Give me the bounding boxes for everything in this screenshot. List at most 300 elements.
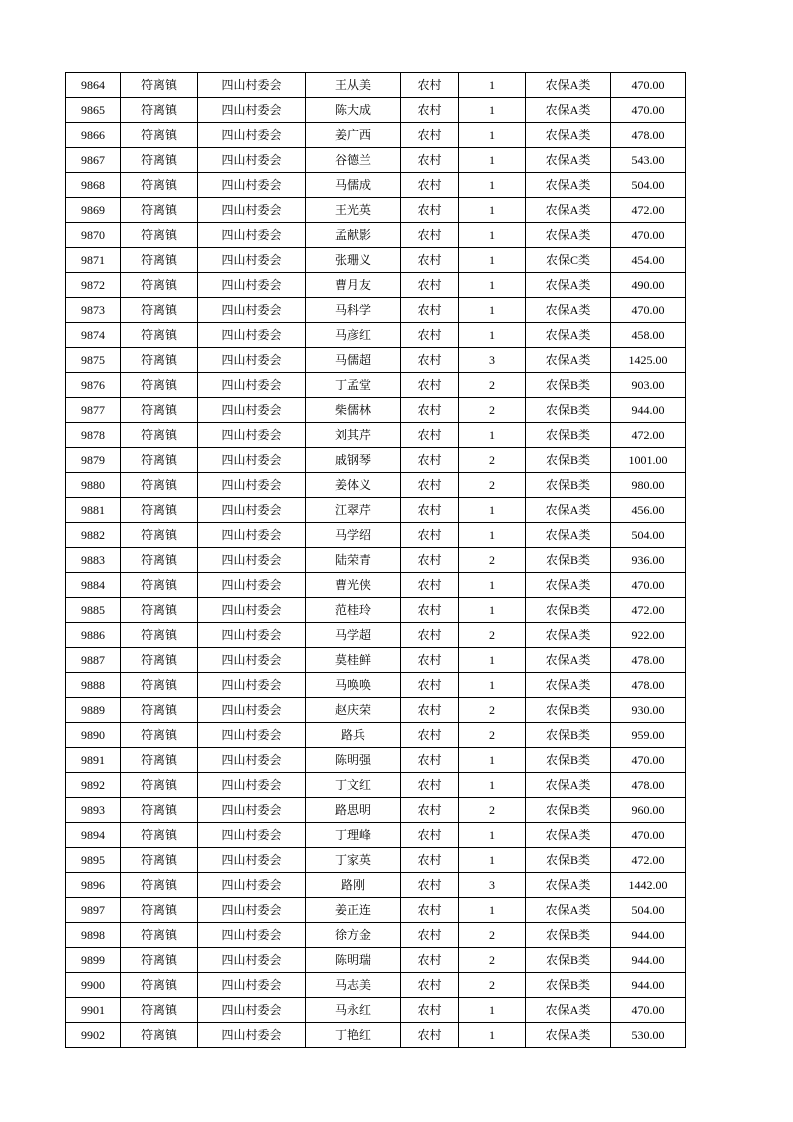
table-row: [66, 748, 686, 773]
cell-name: 徐方金: [306, 923, 401, 948]
cell-name: 曹光侠: [306, 573, 401, 598]
cell-count: 1: [459, 748, 526, 773]
table-row: [66, 773, 686, 798]
cell-amount: 1425.00: [611, 348, 686, 373]
cell-name: 王光英: [306, 198, 401, 223]
cell-name: 江翠芹: [306, 498, 401, 523]
cell-town: 符离镇: [121, 923, 198, 948]
table-row: [66, 998, 686, 1023]
cell-count: 1: [459, 423, 526, 448]
cell-type: 农村: [401, 173, 459, 198]
cell-village: 四山村委会: [198, 498, 306, 523]
cell-name: 马志美: [306, 973, 401, 998]
table-row: [66, 223, 686, 248]
cell-village: 四山村委会: [198, 348, 306, 373]
cell-category: 农保C类: [526, 248, 611, 273]
cell-amount: 456.00: [611, 498, 686, 523]
cell-name: 张珊义: [306, 248, 401, 273]
cell-village: 四山村委会: [198, 298, 306, 323]
table-row: [66, 823, 686, 848]
cell-village: 四山村委会: [198, 398, 306, 423]
table-row: [66, 198, 686, 223]
cell-category: 农保A类: [526, 623, 611, 648]
cell-count: 2: [459, 398, 526, 423]
cell-town: 符离镇: [121, 673, 198, 698]
cell-amount: 470.00: [611, 98, 686, 123]
cell-category: 农保A类: [526, 348, 611, 373]
cell-amount: 478.00: [611, 773, 686, 798]
cell-id: 9871: [66, 248, 121, 273]
table-row: [66, 1023, 686, 1048]
cell-category: 农保A类: [526, 198, 611, 223]
cell-amount: 936.00: [611, 548, 686, 573]
cell-category: 农保B类: [526, 948, 611, 973]
cell-id: 9865: [66, 98, 121, 123]
cell-amount: 960.00: [611, 798, 686, 823]
cell-town: 符离镇: [121, 498, 198, 523]
cell-category: 农保B类: [526, 973, 611, 998]
cell-name: 姜广西: [306, 123, 401, 148]
table-row: [66, 73, 686, 98]
cell-amount: 530.00: [611, 1023, 686, 1048]
cell-id: 9877: [66, 398, 121, 423]
cell-village: 四山村委会: [198, 923, 306, 948]
cell-type: 农村: [401, 598, 459, 623]
cell-village: 四山村委会: [198, 148, 306, 173]
table-row: [66, 948, 686, 973]
cell-id: 9882: [66, 523, 121, 548]
cell-amount: 458.00: [611, 323, 686, 348]
cell-town: 符离镇: [121, 1023, 198, 1048]
cell-category: 农保A类: [526, 773, 611, 798]
cell-name: 柴儒林: [306, 398, 401, 423]
cell-type: 农村: [401, 748, 459, 773]
cell-village: 四山村委会: [198, 248, 306, 273]
beneficiary-table: [65, 72, 686, 1048]
table-row: [66, 523, 686, 548]
cell-type: 农村: [401, 273, 459, 298]
cell-name: 赵庆荣: [306, 698, 401, 723]
cell-count: 1: [459, 123, 526, 148]
cell-amount: 454.00: [611, 248, 686, 273]
cell-category: 农保B类: [526, 923, 611, 948]
cell-count: 1: [459, 148, 526, 173]
cell-name: 陈大成: [306, 98, 401, 123]
cell-village: 四山村委会: [198, 623, 306, 648]
cell-town: 符离镇: [121, 548, 198, 573]
cell-id: 9881: [66, 498, 121, 523]
cell-town: 符离镇: [121, 848, 198, 873]
table-row: [66, 498, 686, 523]
cell-town: 符离镇: [121, 598, 198, 623]
cell-name: 丁孟堂: [306, 373, 401, 398]
cell-town: 符离镇: [121, 273, 198, 298]
cell-category: 农保A类: [526, 273, 611, 298]
cell-id: 9889: [66, 698, 121, 723]
cell-town: 符离镇: [121, 248, 198, 273]
table-row: [66, 673, 686, 698]
cell-village: 四山村委会: [198, 698, 306, 723]
cell-category: 农保B类: [526, 398, 611, 423]
cell-town: 符离镇: [121, 123, 198, 148]
cell-category: 农保B类: [526, 548, 611, 573]
cell-id: 9898: [66, 923, 121, 948]
cell-count: 1: [459, 248, 526, 273]
cell-category: 农保A类: [526, 498, 611, 523]
table-row: [66, 648, 686, 673]
cell-type: 农村: [401, 823, 459, 848]
cell-amount: 930.00: [611, 698, 686, 723]
cell-id: 9878: [66, 423, 121, 448]
table-row: [66, 848, 686, 873]
cell-id: 9884: [66, 573, 121, 598]
cell-type: 农村: [401, 423, 459, 448]
cell-amount: 1442.00: [611, 873, 686, 898]
cell-village: 四山村委会: [198, 98, 306, 123]
cell-count: 1: [459, 598, 526, 623]
cell-count: 1: [459, 998, 526, 1023]
cell-count: 2: [459, 698, 526, 723]
cell-type: 农村: [401, 498, 459, 523]
cell-name: 路刚: [306, 873, 401, 898]
cell-id: 9891: [66, 748, 121, 773]
cell-name: 王从美: [306, 73, 401, 98]
cell-count: 1: [459, 573, 526, 598]
cell-category: 农保B类: [526, 723, 611, 748]
cell-town: 符离镇: [121, 73, 198, 98]
cell-id: 9875: [66, 348, 121, 373]
cell-name: 陈明瑞: [306, 948, 401, 973]
cell-village: 四山村委会: [198, 173, 306, 198]
cell-amount: 472.00: [611, 598, 686, 623]
cell-amount: 470.00: [611, 998, 686, 1023]
cell-category: 农保B类: [526, 748, 611, 773]
cell-village: 四山村委会: [198, 748, 306, 773]
cell-type: 农村: [401, 773, 459, 798]
cell-count: 2: [459, 373, 526, 398]
cell-count: 1: [459, 323, 526, 348]
cell-id: 9867: [66, 148, 121, 173]
cell-amount: 944.00: [611, 398, 686, 423]
cell-type: 农村: [401, 698, 459, 723]
table-row: [66, 248, 686, 273]
cell-name: 马永红: [306, 998, 401, 1023]
table-row: [66, 423, 686, 448]
cell-type: 农村: [401, 873, 459, 898]
cell-name: 马科学: [306, 298, 401, 323]
cell-village: 四山村委会: [198, 973, 306, 998]
cell-village: 四山村委会: [198, 1023, 306, 1048]
cell-name: 刘其芹: [306, 423, 401, 448]
cell-count: 2: [459, 723, 526, 748]
cell-id: 9864: [66, 73, 121, 98]
cell-amount: 472.00: [611, 848, 686, 873]
table-row: [66, 348, 686, 373]
cell-category: 农保A类: [526, 223, 611, 248]
table-row: [66, 573, 686, 598]
cell-category: 农保A类: [526, 123, 611, 148]
cell-village: 四山村委会: [198, 873, 306, 898]
cell-id: 9887: [66, 648, 121, 673]
cell-type: 农村: [401, 523, 459, 548]
cell-category: 农保A类: [526, 1023, 611, 1048]
cell-name: 戚钢琴: [306, 448, 401, 473]
cell-amount: 903.00: [611, 373, 686, 398]
cell-type: 农村: [401, 623, 459, 648]
cell-name: 路思明: [306, 798, 401, 823]
cell-type: 农村: [401, 923, 459, 948]
cell-amount: 959.00: [611, 723, 686, 748]
cell-count: 3: [459, 348, 526, 373]
cell-count: 1: [459, 498, 526, 523]
cell-name: 丁艳红: [306, 1023, 401, 1048]
cell-id: 9897: [66, 898, 121, 923]
cell-type: 农村: [401, 323, 459, 348]
cell-id: 9866: [66, 123, 121, 148]
cell-name: 马儒超: [306, 348, 401, 373]
cell-town: 符离镇: [121, 773, 198, 798]
table-row: [66, 623, 686, 648]
cell-amount: 478.00: [611, 673, 686, 698]
cell-type: 农村: [401, 723, 459, 748]
cell-village: 四山村委会: [198, 648, 306, 673]
cell-id: 9879: [66, 448, 121, 473]
table-row: [66, 148, 686, 173]
cell-type: 农村: [401, 348, 459, 373]
cell-town: 符离镇: [121, 623, 198, 648]
cell-count: 3: [459, 873, 526, 898]
cell-village: 四山村委会: [198, 223, 306, 248]
cell-type: 农村: [401, 848, 459, 873]
cell-village: 四山村委会: [198, 323, 306, 348]
cell-id: 9885: [66, 598, 121, 623]
cell-town: 符离镇: [121, 298, 198, 323]
cell-town: 符离镇: [121, 448, 198, 473]
cell-village: 四山村委会: [198, 773, 306, 798]
cell-name: 马学超: [306, 623, 401, 648]
cell-amount: 470.00: [611, 73, 686, 98]
table-row: [66, 598, 686, 623]
cell-category: 农保B类: [526, 448, 611, 473]
table-row: [66, 473, 686, 498]
cell-town: 符离镇: [121, 798, 198, 823]
cell-town: 符离镇: [121, 148, 198, 173]
cell-town: 符离镇: [121, 873, 198, 898]
cell-type: 农村: [401, 248, 459, 273]
cell-name: 马彦红: [306, 323, 401, 348]
cell-id: 9873: [66, 298, 121, 323]
cell-category: 农保B类: [526, 598, 611, 623]
cell-amount: 470.00: [611, 748, 686, 773]
cell-amount: 472.00: [611, 198, 686, 223]
cell-count: 1: [459, 223, 526, 248]
cell-type: 农村: [401, 548, 459, 573]
cell-town: 符离镇: [121, 648, 198, 673]
table-row: [66, 973, 686, 998]
cell-type: 农村: [401, 448, 459, 473]
cell-type: 农村: [401, 473, 459, 498]
cell-category: 农保A类: [526, 648, 611, 673]
cell-village: 四山村委会: [198, 573, 306, 598]
table-row: [66, 448, 686, 473]
cell-id: 9902: [66, 1023, 121, 1048]
cell-type: 农村: [401, 298, 459, 323]
cell-name: 马儒成: [306, 173, 401, 198]
cell-village: 四山村委会: [198, 198, 306, 223]
cell-village: 四山村委会: [198, 598, 306, 623]
cell-category: 农保B类: [526, 423, 611, 448]
cell-name: 路兵: [306, 723, 401, 748]
cell-village: 四山村委会: [198, 123, 306, 148]
cell-name: 马唤唤: [306, 673, 401, 698]
cell-village: 四山村委会: [198, 823, 306, 848]
cell-amount: 922.00: [611, 623, 686, 648]
cell-category: 农保B类: [526, 373, 611, 398]
cell-amount: 470.00: [611, 573, 686, 598]
cell-name: 陆荣青: [306, 548, 401, 573]
cell-town: 符离镇: [121, 748, 198, 773]
table-row: [66, 798, 686, 823]
cell-id: 9901: [66, 998, 121, 1023]
table-row: [66, 123, 686, 148]
cell-town: 符离镇: [121, 723, 198, 748]
cell-type: 农村: [401, 973, 459, 998]
cell-town: 符离镇: [121, 348, 198, 373]
cell-village: 四山村委会: [198, 523, 306, 548]
cell-type: 农村: [401, 948, 459, 973]
cell-count: 1: [459, 1023, 526, 1048]
cell-type: 农村: [401, 998, 459, 1023]
cell-type: 农村: [401, 98, 459, 123]
cell-town: 符离镇: [121, 698, 198, 723]
cell-count: 1: [459, 73, 526, 98]
cell-name: 范桂玲: [306, 598, 401, 623]
cell-village: 四山村委会: [198, 673, 306, 698]
cell-amount: 472.00: [611, 423, 686, 448]
cell-count: 2: [459, 798, 526, 823]
cell-count: 1: [459, 98, 526, 123]
cell-id: 9883: [66, 548, 121, 573]
cell-id: 9869: [66, 198, 121, 223]
cell-type: 农村: [401, 573, 459, 598]
cell-count: 2: [459, 448, 526, 473]
cell-category: 农保A类: [526, 573, 611, 598]
cell-village: 四山村委会: [198, 998, 306, 1023]
table-body: [66, 73, 686, 1048]
cell-id: 9886: [66, 623, 121, 648]
cell-category: 农保A类: [526, 73, 611, 98]
cell-type: 农村: [401, 398, 459, 423]
cell-village: 四山村委会: [198, 548, 306, 573]
cell-town: 符离镇: [121, 973, 198, 998]
cell-category: 农保A类: [526, 298, 611, 323]
cell-amount: 504.00: [611, 898, 686, 923]
cell-category: 农保A类: [526, 98, 611, 123]
cell-village: 四山村委会: [198, 898, 306, 923]
cell-count: 1: [459, 773, 526, 798]
cell-id: 9870: [66, 223, 121, 248]
cell-type: 农村: [401, 123, 459, 148]
cell-town: 符离镇: [121, 948, 198, 973]
table-row: [66, 723, 686, 748]
cell-count: 2: [459, 473, 526, 498]
cell-count: 1: [459, 898, 526, 923]
cell-type: 农村: [401, 898, 459, 923]
cell-town: 符离镇: [121, 98, 198, 123]
cell-village: 四山村委会: [198, 473, 306, 498]
cell-town: 符离镇: [121, 373, 198, 398]
cell-town: 符离镇: [121, 198, 198, 223]
cell-town: 符离镇: [121, 173, 198, 198]
cell-count: 1: [459, 673, 526, 698]
cell-amount: 543.00: [611, 148, 686, 173]
cell-village: 四山村委会: [198, 948, 306, 973]
cell-id: 9896: [66, 873, 121, 898]
cell-count: 2: [459, 548, 526, 573]
cell-id: 9868: [66, 173, 121, 198]
cell-amount: 470.00: [611, 223, 686, 248]
cell-town: 符离镇: [121, 423, 198, 448]
cell-amount: 944.00: [611, 948, 686, 973]
table-row: [66, 298, 686, 323]
cell-id: 9890: [66, 723, 121, 748]
cell-category: 农保B类: [526, 698, 611, 723]
cell-town: 符离镇: [121, 898, 198, 923]
table-row: [66, 698, 686, 723]
cell-town: 符离镇: [121, 398, 198, 423]
cell-name: 姜正连: [306, 898, 401, 923]
cell-type: 农村: [401, 148, 459, 173]
cell-amount: 470.00: [611, 298, 686, 323]
table-row: [66, 323, 686, 348]
cell-category: 农保B类: [526, 848, 611, 873]
cell-village: 四山村委会: [198, 273, 306, 298]
cell-category: 农保A类: [526, 323, 611, 348]
cell-amount: 980.00: [611, 473, 686, 498]
cell-town: 符离镇: [121, 523, 198, 548]
cell-village: 四山村委会: [198, 373, 306, 398]
cell-id: 9874: [66, 323, 121, 348]
cell-village: 四山村委会: [198, 73, 306, 98]
cell-category: 农保A类: [526, 998, 611, 1023]
cell-town: 符离镇: [121, 473, 198, 498]
table-row: [66, 548, 686, 573]
cell-amount: 478.00: [611, 648, 686, 673]
cell-type: 农村: [401, 223, 459, 248]
table-row: [66, 273, 686, 298]
cell-type: 农村: [401, 1023, 459, 1048]
cell-count: 1: [459, 823, 526, 848]
cell-amount: 504.00: [611, 523, 686, 548]
cell-id: 9872: [66, 273, 121, 298]
cell-name: 丁家英: [306, 848, 401, 873]
cell-name: 姜体义: [306, 473, 401, 498]
cell-category: 农保A类: [526, 173, 611, 198]
cell-count: 1: [459, 648, 526, 673]
cell-village: 四山村委会: [198, 448, 306, 473]
cell-town: 符离镇: [121, 823, 198, 848]
cell-village: 四山村委会: [198, 723, 306, 748]
cell-type: 农村: [401, 73, 459, 98]
cell-amount: 1001.00: [611, 448, 686, 473]
cell-town: 符离镇: [121, 323, 198, 348]
cell-count: 1: [459, 848, 526, 873]
cell-id: 9895: [66, 848, 121, 873]
cell-name: 孟献影: [306, 223, 401, 248]
table-row: [66, 873, 686, 898]
table-row: [66, 898, 686, 923]
cell-town: 符离镇: [121, 998, 198, 1023]
